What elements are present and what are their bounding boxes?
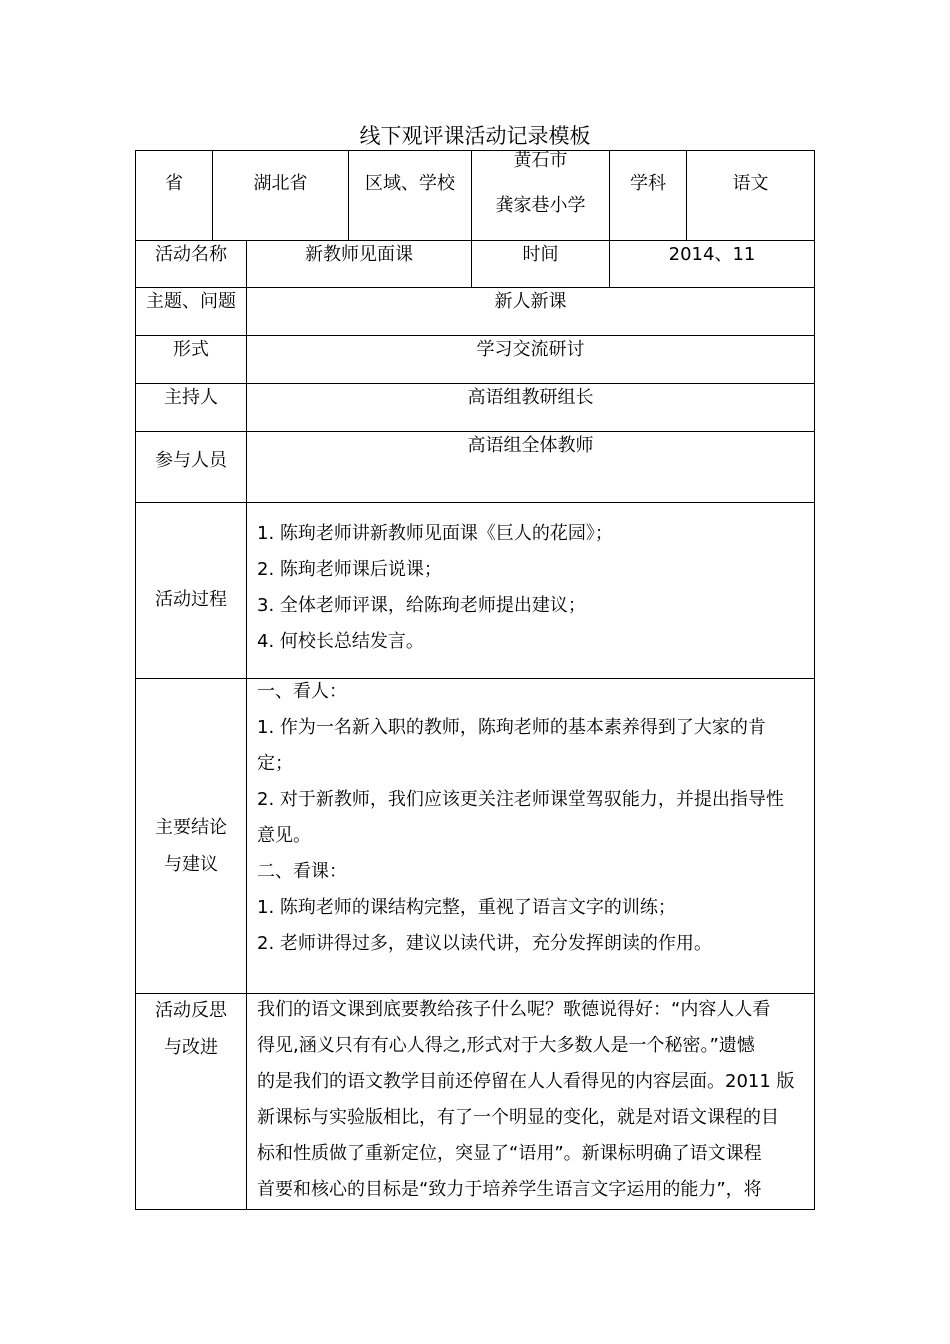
conclusion-line: 二、看课： [257, 861, 347, 882]
theme-label: 主题、问题 [146, 291, 236, 312]
reflection-text [247, 992, 814, 1208]
reflection-label-line: 活动反思 [155, 1000, 227, 1021]
conclusion-line: 1. 陈珣老师的课结构完整，重视了语言文字的训练； [257, 897, 676, 918]
region-value [472, 151, 609, 240]
theme-value: 新人新课 [494, 291, 567, 312]
host-value: 高语组教研组长 [467, 387, 594, 408]
reflection-line: 新课标与实验版相比，有了一个明显的变化，就是对语文课程的目 [257, 1107, 779, 1128]
host-label: 主持人 [164, 387, 218, 408]
activity-name-label: 活动名称 [155, 244, 227, 265]
region-label: 区域、学校 [365, 173, 455, 194]
conclusions-text [247, 674, 814, 962]
reflection-line: 得见,涵义只有有心人得之,形式对于大多数人是一个秘密。”遗憾 [257, 1035, 755, 1056]
subject-value: 语文 [732, 173, 769, 194]
region-school: 龚家巷小学 [495, 195, 586, 216]
participants-label: 参与人员 [155, 450, 227, 471]
process-item: 4. 何校长总结发言。 [257, 631, 424, 652]
reflection-label-line: 与改进 [164, 1037, 218, 1058]
reflection-line: 我们的语文课到底要教给孩子什么呢？歌德说得好：“内容人人看 [257, 999, 771, 1020]
process-list [247, 516, 814, 660]
process-item: 2. 陈珣老师课后说课； [257, 559, 442, 580]
conclusion-line: 2. 老师讲得过多，建议以读代讲，充分发挥朗读的作用。 [257, 933, 712, 954]
conclusion-line: 一、看人： [257, 681, 347, 702]
reflection-line: 首要和核心的目标是“致力于培养学生语言文字运用的能力”，将 [257, 1179, 762, 1200]
time-value: 2014、11 [668, 244, 756, 265]
province-label: 省 [165, 173, 183, 194]
page-title: 线下观评课活动记录模板 [359, 124, 591, 148]
table-border-right [814, 150, 815, 1210]
activity-name-value: 新教师见面课 [305, 244, 413, 265]
conclusion-line: 定； [257, 753, 293, 774]
reflection-line: 的是我们的语文教学目前还停留在人人看得见的内容层面。2011 版 [257, 1071, 795, 1092]
table-border-bottom [135, 1209, 815, 1210]
process-label: 活动过程 [155, 589, 227, 610]
region-city: 黄石市 [513, 150, 568, 171]
form-value: 学习交流研讨 [476, 339, 585, 360]
conclusion-line: 1. 作为一名新入职的教师，陈珣老师的基本素养得到了大家的肯 [257, 717, 766, 738]
conclusions-label-line: 与建议 [164, 854, 218, 875]
conclusion-line: 意见。 [257, 825, 311, 846]
form-label: 形式 [173, 339, 209, 360]
process-item: 3. 全体老师评课，给陈珣老师提出建议； [257, 595, 586, 616]
conclusions-label [136, 809, 246, 883]
reflection-line: 标和性质做了重新定位，突显了“语用”。新课标明确了语文课程 [257, 1143, 762, 1164]
time-label: 时间 [522, 244, 559, 265]
participants-value: 高语组全体教师 [467, 435, 594, 456]
conclusions-label-line: 主要结论 [155, 817, 227, 838]
process-item: 1. 陈珣老师讲新教师见面课《巨人的花园》； [257, 523, 613, 544]
province-value: 湖北省 [253, 173, 308, 194]
subject-label: 学科 [630, 173, 666, 194]
conclusion-line: 2. 对于新教师，我们应该更关注老师课堂驾驭能力，并提出指导性 [257, 789, 784, 810]
reflection-label [136, 992, 246, 1066]
